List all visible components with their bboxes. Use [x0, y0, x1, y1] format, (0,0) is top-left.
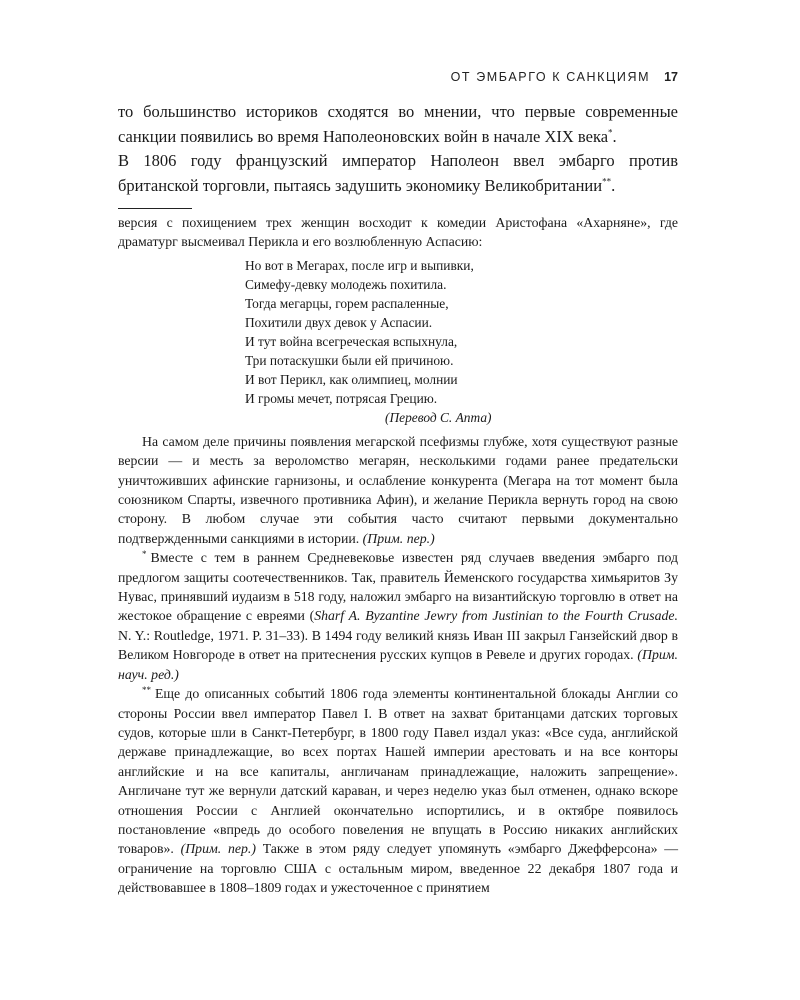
- poem-line: Но вот в Мегарах, после игр и выпивки,: [245, 257, 474, 273]
- footnote-ref-1: *: [608, 127, 613, 137]
- footnote-1-text-b: N. Y.: Routledge, 1971. P. 31–33). В 1494 году великий князь Иван III закрыл Ганзейский двор в Великом Новгороде в ответ на притеснения русских купцов в Ревеле и других городах.: [118, 627, 678, 663]
- footnote-1-text-a: Вместе с тем в раннем Средневековье известен ряд случаев введения эмбарго под предлогом защиты соотечественников. Так, правитель Йеменского государства химьяритов Зу Нувас, принявший иудаизм в 518 году, наложил эмбарго на византийскую торговлю в ответ на жестокое обращение с евреями (: [118, 550, 678, 624]
- chapter-title: ОТ ЭМБАРГО К САНКЦИЯМ: [450, 70, 651, 84]
- poem-line: И вот Перикл, как олимпиец, молнии: [245, 371, 458, 387]
- footnote-1-mark: *: [142, 548, 147, 559]
- poem-credit: (Перевод С. Апта): [385, 409, 492, 425]
- poem-line: И тут война всегреческая вспыхнула,: [245, 333, 458, 349]
- main-paragraph-1-end: .: [612, 126, 617, 146]
- footnotes: [118, 213, 678, 898]
- poem-line: Похитили двух девок у Аспасии.: [245, 314, 433, 330]
- footnote-2: [118, 684, 678, 897]
- footnote-1-note: (Прим. науч. ред.): [118, 647, 678, 682]
- poem-line: И громы мечет, потрясая Грецию.: [245, 390, 438, 406]
- footnote-continuation-intro: версия с похищением трех женщин восходит к комедии Аристофана «Ахарняне», где драматург высмеивал Перикла и его возлюбленную Аспасию:: [118, 215, 678, 250]
- footnote-2-mark: **: [142, 684, 151, 695]
- main-paragraph-2-text: В 1806 году французский император Наполеон ввел эмбарго против британской торговли, пытаясь задушить экономику Великобритании: [118, 151, 678, 195]
- footnote-1: [118, 548, 678, 684]
- footnote-ref-2: **: [602, 176, 612, 186]
- poem-quote: [245, 256, 678, 427]
- poem-line: Три потаскушки были ей причиною.: [245, 352, 454, 368]
- footnote-1-citation: Sharf A. Byzantine Jewry from Justinian to the Fourth Crusade.: [314, 608, 678, 624]
- footnote-continuation-body: [118, 432, 678, 548]
- poem-line: Симефу-девку молодежь похитила.: [245, 276, 447, 292]
- running-head: [118, 70, 678, 84]
- main-paragraph-1-text: то большинство историков сходятся во мнении, что первые современные санкции появились во время Наполеоновских войн в начале XIX века: [118, 102, 678, 146]
- page-number: 17: [664, 70, 678, 84]
- footnote-2-note: (Прим. пер.): [180, 841, 256, 857]
- main-text: [118, 100, 678, 198]
- footnote-2-text-b: Также в этом ряду следует упомянуть «эмбарго Джефферсона» — ограничение на торговлю США с остальным миром, введенное 22 декабря 1807 года и действовавшее в 1808–1809 годах и ужесточенное с принятием: [118, 841, 679, 896]
- footnote-2-text-a: Еще до описанных событий 1806 года элементы континентальной блокады Англии со стороны России ввел император Павел I. В ответ на захват британцами датских торговых судов, которые шли в Санкт-Петербург, в 1800 году Павел издал указ: «Все суда, английской державе принадлежащие, во всех портах Нашей империи арестовать и на все конторы английские и на все капиталы, англичанам принадлежащие, наложить запрещение». Англичане тут же вернули датский караван, и через неделю указ был отменен, однако вскоре отношения России с Англией окончательно испортились, и в октябре появилось постановление «впредь до особого повеления не впущать в Россию никаких английских товаров».: [118, 686, 678, 857]
- footnote-divider: [118, 208, 192, 209]
- main-paragraph-1: [118, 100, 678, 149]
- continuation-body-text: На самом деле причины появления мегарской псефизмы глубже, хотя существуют разные версии — и месть за вероломство мегарян, несколькими годами ранее предательски уничтоживших афинские гарнизоны, и ослабление конкурента (Мегара на тот момент была союзником Спарты, извечного противника Афин), и желание Перикла вернуть город на свою сторону. В любом случае эти события часто считают первыми документально подтвержденными санкциями в истории.: [118, 433, 678, 546]
- poem-line: Тогда мегарцы, горем распаленные,: [245, 295, 449, 311]
- main-paragraph-2: [118, 149, 678, 198]
- main-paragraph-2-end: .: [611, 175, 616, 195]
- continuation-note: (Прим. пер.): [362, 530, 435, 546]
